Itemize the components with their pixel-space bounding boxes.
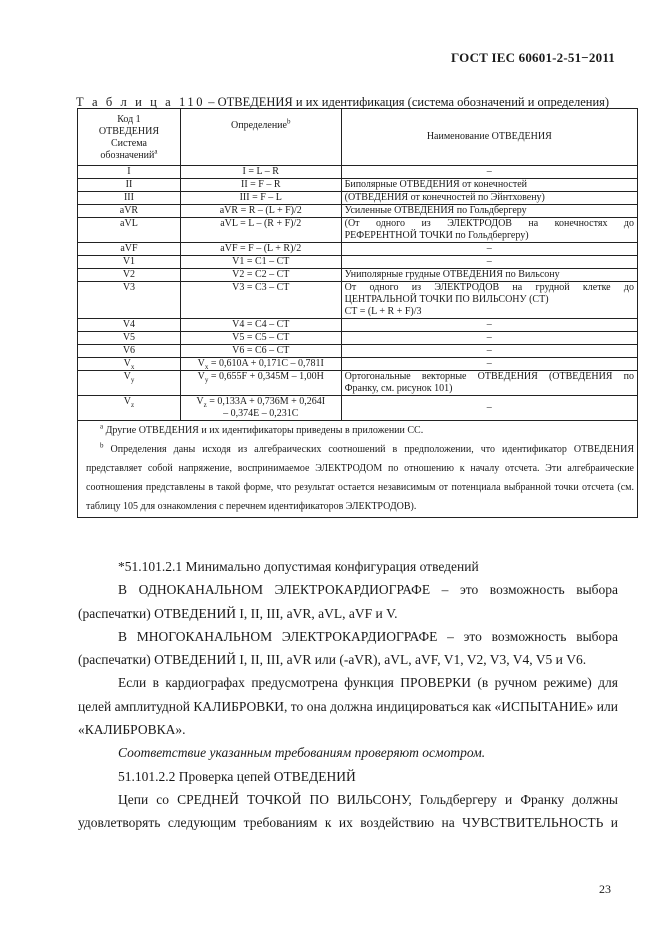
lead-code-sub: y (130, 376, 135, 384)
lead-name: – (341, 256, 637, 269)
lead-definition (180, 358, 341, 371)
paragraph: Цепи со СРЕДНЕЙ ТОЧКОЙ ПО ВИЛЬСОНУ, Гольдбергеру и Франку должны удовлетворять следующим требованиям к их воздействию на ЧУВСТВИТЕЛЬНОСТЬ и (78, 791, 618, 831)
table-notes (78, 421, 638, 518)
body-text (78, 555, 618, 835)
header-code-line: Код 1 (117, 113, 141, 125)
lead-name (341, 218, 637, 243)
lead-code: aVR (78, 205, 181, 218)
leads-table (77, 108, 638, 518)
header-code-line: Система (110, 137, 147, 149)
lead-code: V6 (78, 345, 181, 358)
table-row (78, 243, 638, 256)
lead-name-line: ЦЕНТРАЛЬНОЙ ТОЧКИ ПО ВИЛЬСОНУ (CT) (344, 294, 549, 305)
footnote-mark: b (100, 441, 104, 450)
lead-definition: V1 = C1 – CT (180, 256, 341, 269)
footnote-mark: a (154, 147, 158, 156)
table-row (78, 179, 638, 192)
lead-definition: I = L – R (180, 166, 341, 179)
lead-definition-sub: x (204, 363, 209, 371)
lead-code-text: V (123, 396, 131, 407)
lead-name: (ОТВЕДЕНИЯ от конечностей по Эйнтховену) (341, 192, 637, 205)
section-heading: *51.101.2.1 Минимально допустимая конфигурация отведений (118, 559, 479, 574)
page-number: 23 (599, 882, 611, 896)
document-header: ГОСТ IEC 60601-2-51−2011 (450, 50, 615, 65)
header-code (78, 109, 181, 166)
table-row (78, 332, 638, 345)
lead-definition: V2 = C2 – CT (180, 269, 341, 282)
lead-name: – (341, 332, 637, 345)
table-row (78, 256, 638, 269)
lead-code-sub: z (131, 401, 135, 409)
lead-definition-sub: z (203, 401, 207, 409)
lead-name: – (341, 358, 637, 371)
lead-name: – (341, 345, 637, 358)
lead-code: aVF (78, 243, 181, 256)
footnote-b-text: Определения даны исходя из алгебраических соотношений в предположении, что идентификатор ОТВЕДЕНИЯ представляет собой напряжение, воспринимаемое ЭЛЕКТРОДОМ по отношению к началу отсчета. Эти алгебраические соотношения представлены в такой форме, что результат остается независимым от потенциала выбранной точки отсчета (см. таблицу 105 для ознакомления с перечнем идентификаторов ЭЛЕКТРОДОВ). (86, 444, 635, 512)
table-row (78, 205, 638, 218)
header-code-line-text: обозначений (100, 149, 155, 161)
lead-name: – (341, 166, 637, 179)
header-definition (180, 109, 341, 166)
header-name: Наименование ОТВЕДЕНИЯ (341, 109, 637, 166)
table-header-row (78, 109, 638, 166)
paragraph: В МНОГОКАНАЛЬНОМ ЭЛЕКТРОКАРДИОГРАФЕ – это возможность выбора (распечатки) ОТВЕДЕНИЙ I, II, III, aVR или (-aVR), aVL, aVF, V1, V2, V3, V4, V5 и V6. (78, 628, 618, 668)
table-row (78, 269, 638, 282)
header-definition-text: Определение (231, 120, 287, 131)
lead-code: V5 (78, 332, 181, 345)
lead-name-line: CT = (L + R + F)/3 (344, 306, 422, 317)
lead-definition: V6 = C6 – CT (180, 345, 341, 358)
table-caption-text: – ОТВЕДЕНИЯ и их идентификация (система обозначений и определения) (205, 95, 610, 109)
table-row (78, 319, 638, 332)
lead-definition-text: V (196, 396, 204, 407)
lead-name-line: (От одного из ЭЛЕКТРОДОВ на конечностях до (344, 218, 634, 229)
lead-definition (180, 396, 341, 421)
lead-definition-rest: = 0,655F + 0,345M – 1,00H (208, 371, 324, 382)
paragraph: Если в кардиографах предусмотрена функция ПРОВЕРКИ (в ручном режиме) для целей амплитудной КАЛИБРОВКИ, то она должна индицироваться как «ИСПЫТАНИЕ» или «КАЛИБРОВКА». (78, 675, 618, 738)
lead-code: V2 (78, 269, 181, 282)
table-row (78, 166, 638, 179)
lead-definition-rest: = 0,133A + 0,736M + 0,264I (206, 396, 326, 407)
lead-definition-sub: y (204, 376, 209, 384)
lead-code: I (78, 166, 181, 179)
lead-name-line: От одного из ЭЛЕКТРОДОВ на грудной клетке до (344, 282, 634, 293)
lead-code: aVL (78, 218, 181, 243)
lead-name: Униполярные грудные ОТВЕДЕНИЯ по Вильсону (341, 269, 637, 282)
paragraph: В ОДНОКАНАЛЬНОМ ЭЛЕКТРОКАРДИОГРАФЕ – это возможность выбора (распечатки) ОТВЕДЕНИЙ I, II, III, aVR, aVL, aVF и V. (78, 582, 618, 621)
lead-definition-text: V (197, 371, 205, 382)
lead-name: Биполярные ОТВЕДЕНИЯ от конечностей (341, 179, 637, 192)
footnote-a (86, 421, 634, 440)
lead-definition: aVF = F – (L + R)/2 (180, 243, 341, 256)
lead-code: V1 (78, 256, 181, 269)
lead-name (341, 282, 637, 319)
header-code-line: ОТВЕДЕНИЯ (98, 125, 160, 137)
lead-definition: II = F – R (180, 179, 341, 192)
lead-definition: V3 = C3 – CT (180, 282, 341, 319)
lead-definition-rest: = 0,610A + 0,171C – 0,781I (208, 358, 324, 369)
lead-code-text: V (123, 371, 131, 382)
lead-definition: aVL = L – (R + F)/2 (180, 218, 341, 243)
lead-code: III (78, 192, 181, 205)
table-row (78, 192, 638, 205)
lead-name: – (341, 243, 637, 256)
lead-code: V3 (78, 282, 181, 319)
lead-name: – (341, 319, 637, 332)
lead-definition: V4 = C4 – CT (180, 319, 341, 332)
lead-code-sub: x (130, 363, 135, 371)
table-caption-label: Т а б л и ц а 110 (76, 95, 206, 109)
lead-definition: III = F – L (180, 192, 341, 205)
lead-name-line: Ортогональные векторные ОТВЕДЕНИЯ (ОТВЕДЕНИЯ по (344, 371, 634, 382)
lead-code (78, 396, 181, 421)
table-row (78, 282, 638, 319)
footnote-b (86, 440, 634, 516)
table-row (78, 371, 638, 396)
lead-code: II (78, 179, 181, 192)
lead-name: – (341, 396, 637, 421)
table-row (78, 358, 638, 371)
lead-definition: V5 = C5 – CT (180, 332, 341, 345)
lead-name: Усиленные ОТВЕДЕНИЯ по Гольдбергеру (341, 205, 637, 218)
footnote-a-text: Другие ОТВЕДЕНИЯ и их идентификаторы приведены в приложении CC. (105, 425, 424, 436)
table-row (78, 345, 638, 358)
section-heading: 51.101.2.2 Проверка цепей ОТВЕДЕНИЙ (118, 768, 356, 784)
lead-definition-line: – 0,374E – 0,231C (223, 408, 299, 419)
table-row (78, 218, 638, 243)
lead-name (341, 371, 637, 396)
lead-code (78, 371, 181, 396)
lead-code: V4 (78, 319, 181, 332)
lead-name-line: РЕФЕРЕНТНОЙ ТОЧКИ по Гольдбергеру) (344, 230, 529, 241)
header-code-line (81, 147, 177, 162)
lead-name-line: Франку, см. рисунок 101) (344, 383, 453, 394)
compliance-note: Соответствие указанным требованиям проверяют осмотром. (118, 745, 486, 761)
lead-definition-text: V (197, 358, 205, 369)
table-row (78, 396, 638, 421)
footnote-mark: a (100, 422, 104, 431)
lead-definition-line (184, 396, 338, 408)
lead-definition (180, 371, 341, 396)
footnote-mark: b (286, 117, 291, 126)
lead-code-text: V (123, 358, 131, 369)
lead-code (78, 358, 181, 371)
table-notes-row (78, 421, 638, 518)
lead-definition: aVR = R – (L + F)/2 (180, 205, 341, 218)
